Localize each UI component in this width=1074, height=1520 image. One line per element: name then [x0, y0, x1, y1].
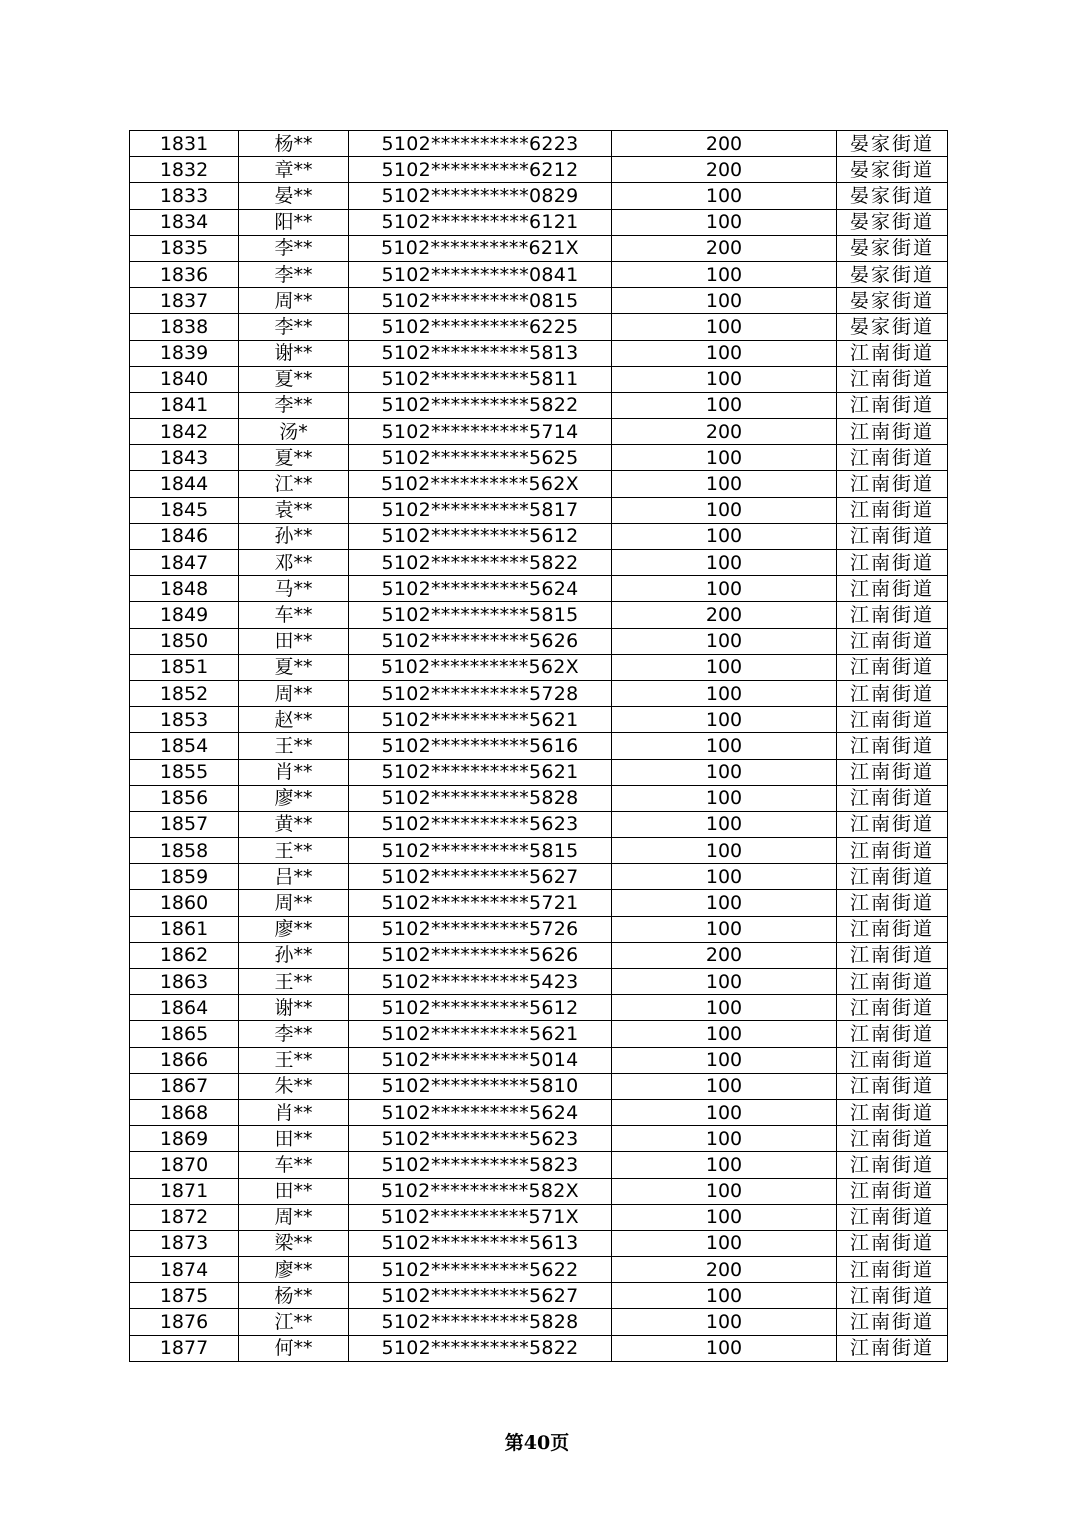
table-body — [130, 131, 948, 1362]
amount-cell: 100 — [612, 1099, 837, 1125]
row-number-cell: 1860 — [130, 890, 239, 916]
name-cell: 吕** — [239, 864, 349, 890]
amount-cell: 100 — [612, 550, 837, 576]
table-row — [130, 1047, 948, 1073]
row-number-cell: 1858 — [130, 838, 239, 864]
row-number-cell: 1836 — [130, 261, 239, 287]
table-row — [130, 1152, 948, 1178]
id-number-cell: 5102**********6225 — [349, 314, 612, 340]
row-number-cell: 1861 — [130, 916, 239, 942]
table-row — [130, 602, 948, 628]
row-number-cell: 1875 — [130, 1283, 239, 1309]
table-row — [130, 1126, 948, 1152]
street-cell: 晏家街道 — [837, 235, 948, 261]
name-cell: 马** — [239, 576, 349, 602]
id-number-cell: 5102**********5625 — [349, 445, 612, 471]
id-number-cell: 5102**********5612 — [349, 523, 612, 549]
street-cell: 江南街道 — [837, 942, 948, 968]
amount-cell: 100 — [612, 1335, 837, 1361]
id-number-cell: 5102**********5822 — [349, 392, 612, 418]
amount-cell: 100 — [612, 628, 837, 654]
name-cell: 李** — [239, 1021, 349, 1047]
name-cell: 李** — [239, 261, 349, 287]
table-row — [130, 261, 948, 287]
row-number-cell: 1837 — [130, 288, 239, 314]
street-cell: 江南街道 — [837, 1230, 948, 1256]
row-number-cell: 1868 — [130, 1099, 239, 1125]
name-cell: 黄** — [239, 811, 349, 837]
amount-cell: 100 — [612, 995, 837, 1021]
street-cell: 江南街道 — [837, 1152, 948, 1178]
id-number-cell: 5102**********5822 — [349, 550, 612, 576]
name-cell: 汤* — [239, 419, 349, 445]
amount-cell: 100 — [612, 864, 837, 890]
id-number-cell: 5102**********6212 — [349, 157, 612, 183]
id-number-cell: 5102**********5626 — [349, 628, 612, 654]
id-number-cell: 5102**********5623 — [349, 1126, 612, 1152]
row-number-cell: 1843 — [130, 445, 239, 471]
table-row — [130, 1178, 948, 1204]
id-number-cell: 5102**********5823 — [349, 1152, 612, 1178]
id-number-cell: 5102**********582X — [349, 1178, 612, 1204]
amount-cell: 100 — [612, 209, 837, 235]
id-number-cell: 5102**********562X — [349, 654, 612, 680]
id-number-cell: 5102**********5626 — [349, 942, 612, 968]
id-number-cell: 5102**********5815 — [349, 838, 612, 864]
id-number-cell: 5102**********5624 — [349, 1099, 612, 1125]
table-row — [130, 288, 948, 314]
row-number-cell: 1849 — [130, 602, 239, 628]
amount-cell: 100 — [612, 785, 837, 811]
amount-cell: 100 — [612, 1073, 837, 1099]
table-row — [130, 1230, 948, 1256]
name-cell: 夏** — [239, 366, 349, 392]
row-number-cell: 1856 — [130, 785, 239, 811]
id-number-cell: 5102**********5828 — [349, 785, 612, 811]
row-number-cell: 1872 — [130, 1204, 239, 1230]
id-number-cell: 5102**********6121 — [349, 209, 612, 235]
name-cell: 田** — [239, 1126, 349, 1152]
table-row — [130, 707, 948, 733]
name-cell: 田** — [239, 1178, 349, 1204]
amount-cell: 100 — [612, 969, 837, 995]
row-number-cell: 1870 — [130, 1152, 239, 1178]
row-number-cell: 1832 — [130, 157, 239, 183]
street-cell: 江南街道 — [837, 523, 948, 549]
table-row — [130, 1257, 948, 1283]
row-number-cell: 1865 — [130, 1021, 239, 1047]
table-row — [130, 680, 948, 706]
amount-cell: 100 — [612, 916, 837, 942]
street-cell: 江南街道 — [837, 759, 948, 785]
street-cell: 江南街道 — [837, 340, 948, 366]
row-number-cell: 1838 — [130, 314, 239, 340]
table-row — [130, 471, 948, 497]
street-cell: 江南街道 — [837, 419, 948, 445]
row-number-cell: 1852 — [130, 680, 239, 706]
name-cell: 廖** — [239, 1257, 349, 1283]
name-cell: 肖** — [239, 1099, 349, 1125]
street-cell: 江南街道 — [837, 733, 948, 759]
street-cell: 江南街道 — [837, 969, 948, 995]
amount-cell: 100 — [612, 314, 837, 340]
table-row — [130, 183, 948, 209]
amount-cell: 100 — [612, 1178, 837, 1204]
id-number-cell: 5102**********5613 — [349, 1230, 612, 1256]
name-cell: 赵** — [239, 707, 349, 733]
name-cell: 邓** — [239, 550, 349, 576]
name-cell: 朱** — [239, 1073, 349, 1099]
table-row — [130, 1335, 948, 1361]
street-cell: 江南街道 — [837, 602, 948, 628]
id-number-cell: 5102**********5811 — [349, 366, 612, 392]
amount-cell: 200 — [612, 942, 837, 968]
row-number-cell: 1831 — [130, 131, 239, 157]
name-cell: 周** — [239, 680, 349, 706]
table-row — [130, 576, 948, 602]
row-number-cell: 1862 — [130, 942, 239, 968]
row-number-cell: 1847 — [130, 550, 239, 576]
name-cell: 杨** — [239, 131, 349, 157]
street-cell: 晏家街道 — [837, 183, 948, 209]
name-cell: 何** — [239, 1335, 349, 1361]
table-row — [130, 445, 948, 471]
row-number-cell: 1866 — [130, 1047, 239, 1073]
id-number-cell: 5102**********5817 — [349, 497, 612, 523]
amount-cell: 100 — [612, 680, 837, 706]
street-cell: 江南街道 — [837, 785, 948, 811]
street-cell: 江南街道 — [837, 1257, 948, 1283]
name-cell: 梁** — [239, 1230, 349, 1256]
amount-cell: 100 — [612, 1047, 837, 1073]
row-number-cell: 1863 — [130, 969, 239, 995]
name-cell: 周** — [239, 1204, 349, 1230]
amount-cell: 200 — [612, 235, 837, 261]
row-number-cell: 1876 — [130, 1309, 239, 1335]
amount-cell: 100 — [612, 733, 837, 759]
name-cell: 车** — [239, 602, 349, 628]
id-number-cell: 5102**********621X — [349, 235, 612, 261]
street-cell: 江南街道 — [837, 1204, 948, 1230]
id-number-cell: 5102**********5828 — [349, 1309, 612, 1335]
name-cell: 夏** — [239, 654, 349, 680]
id-number-cell: 5102**********5627 — [349, 1283, 612, 1309]
row-number-cell: 1850 — [130, 628, 239, 654]
amount-cell: 100 — [612, 759, 837, 785]
name-cell: 阳** — [239, 209, 349, 235]
row-number-cell: 1851 — [130, 654, 239, 680]
table-row — [130, 654, 948, 680]
name-cell: 王** — [239, 1047, 349, 1073]
row-number-cell: 1845 — [130, 497, 239, 523]
amount-cell: 200 — [612, 157, 837, 183]
street-cell: 江南街道 — [837, 497, 948, 523]
data-table — [129, 130, 948, 1362]
street-cell: 晏家街道 — [837, 209, 948, 235]
amount-cell: 100 — [612, 890, 837, 916]
id-number-cell: 5102**********5623 — [349, 811, 612, 837]
street-cell: 江南街道 — [837, 890, 948, 916]
table-row — [130, 995, 948, 1021]
row-number-cell: 1853 — [130, 707, 239, 733]
amount-cell: 100 — [612, 654, 837, 680]
amount-cell: 200 — [612, 131, 837, 157]
street-cell: 江南街道 — [837, 392, 948, 418]
id-number-cell: 5102**********5728 — [349, 680, 612, 706]
table-row — [130, 550, 948, 576]
amount-cell: 100 — [612, 523, 837, 549]
street-cell: 江南街道 — [837, 811, 948, 837]
table-row — [130, 628, 948, 654]
table-row — [130, 392, 948, 418]
table-row — [130, 1309, 948, 1335]
table-row — [130, 759, 948, 785]
row-number-cell: 1874 — [130, 1257, 239, 1283]
table-row — [130, 235, 948, 261]
name-cell: 孙** — [239, 942, 349, 968]
street-cell: 江南街道 — [837, 628, 948, 654]
table-row — [130, 1021, 948, 1047]
name-cell: 晏** — [239, 183, 349, 209]
name-cell: 章** — [239, 157, 349, 183]
row-number-cell: 1839 — [130, 340, 239, 366]
table-row — [130, 314, 948, 340]
amount-cell: 100 — [612, 838, 837, 864]
name-cell: 杨** — [239, 1283, 349, 1309]
street-cell: 晏家街道 — [837, 131, 948, 157]
name-cell: 王** — [239, 969, 349, 995]
row-number-cell: 1855 — [130, 759, 239, 785]
id-number-cell: 5102**********0829 — [349, 183, 612, 209]
table-row — [130, 942, 948, 968]
street-cell: 江南街道 — [837, 1283, 948, 1309]
amount-cell: 100 — [612, 392, 837, 418]
street-cell: 江南街道 — [837, 445, 948, 471]
street-cell: 晏家街道 — [837, 288, 948, 314]
table-row — [130, 523, 948, 549]
row-number-cell: 1834 — [130, 209, 239, 235]
street-cell: 江南街道 — [837, 366, 948, 392]
table-row — [130, 838, 948, 864]
row-number-cell: 1841 — [130, 392, 239, 418]
table-row — [130, 419, 948, 445]
id-number-cell: 5102**********5721 — [349, 890, 612, 916]
table-row — [130, 497, 948, 523]
table-row — [130, 890, 948, 916]
street-cell: 晏家街道 — [837, 261, 948, 287]
amount-cell: 100 — [612, 340, 837, 366]
id-number-cell: 5102**********0841 — [349, 261, 612, 287]
table-row — [130, 131, 948, 157]
id-number-cell: 5102**********5627 — [349, 864, 612, 890]
id-number-cell: 5102**********5813 — [349, 340, 612, 366]
name-cell: 李** — [239, 392, 349, 418]
amount-cell: 100 — [612, 445, 837, 471]
name-cell: 周** — [239, 288, 349, 314]
table-row — [130, 864, 948, 890]
amount-cell: 100 — [612, 288, 837, 314]
table-row — [130, 157, 948, 183]
table-row — [130, 1204, 948, 1230]
street-cell: 江南街道 — [837, 1073, 948, 1099]
street-cell: 江南街道 — [837, 1335, 948, 1361]
table-row — [130, 1073, 948, 1099]
street-cell: 江南街道 — [837, 471, 948, 497]
amount-cell: 100 — [612, 366, 837, 392]
amount-cell: 100 — [612, 471, 837, 497]
amount-cell: 200 — [612, 602, 837, 628]
name-cell: 袁** — [239, 497, 349, 523]
name-cell: 江** — [239, 1309, 349, 1335]
amount-cell: 100 — [612, 1309, 837, 1335]
street-cell: 江南街道 — [837, 995, 948, 1021]
amount-cell: 100 — [612, 1283, 837, 1309]
table-row — [130, 916, 948, 942]
street-cell: 江南街道 — [837, 864, 948, 890]
street-cell: 江南街道 — [837, 654, 948, 680]
id-number-cell: 5102**********5621 — [349, 759, 612, 785]
street-cell: 江南街道 — [837, 916, 948, 942]
amount-cell: 100 — [612, 183, 837, 209]
row-number-cell: 1867 — [130, 1073, 239, 1099]
amount-cell: 100 — [612, 1126, 837, 1152]
amount-cell: 100 — [612, 576, 837, 602]
id-number-cell: 5102**********5423 — [349, 969, 612, 995]
amount-cell: 100 — [612, 1152, 837, 1178]
amount-cell: 100 — [612, 1204, 837, 1230]
street-cell: 江南街道 — [837, 1309, 948, 1335]
row-number-cell: 1857 — [130, 811, 239, 837]
table-row — [130, 969, 948, 995]
id-number-cell: 5102**********5622 — [349, 1257, 612, 1283]
row-number-cell: 1835 — [130, 235, 239, 261]
name-cell: 李** — [239, 235, 349, 261]
table-row — [130, 1099, 948, 1125]
name-cell: 车** — [239, 1152, 349, 1178]
name-cell: 田** — [239, 628, 349, 654]
street-cell: 江南街道 — [837, 1021, 948, 1047]
id-number-cell: 5102**********6223 — [349, 131, 612, 157]
name-cell: 廖** — [239, 785, 349, 811]
street-cell: 江南街道 — [837, 1047, 948, 1073]
row-number-cell: 1840 — [130, 366, 239, 392]
street-cell: 江南街道 — [837, 576, 948, 602]
id-number-cell: 5102**********5616 — [349, 733, 612, 759]
name-cell: 王** — [239, 733, 349, 759]
street-cell: 江南街道 — [837, 1126, 948, 1152]
street-cell: 晏家街道 — [837, 157, 948, 183]
row-number-cell: 1877 — [130, 1335, 239, 1361]
amount-cell: 100 — [612, 261, 837, 287]
street-cell: 江南街道 — [837, 838, 948, 864]
name-cell: 王** — [239, 838, 349, 864]
row-number-cell: 1859 — [130, 864, 239, 890]
id-number-cell: 5102**********562X — [349, 471, 612, 497]
table-row — [130, 733, 948, 759]
row-number-cell: 1842 — [130, 419, 239, 445]
amount-cell: 100 — [612, 1021, 837, 1047]
street-cell: 江南街道 — [837, 1178, 948, 1204]
table-row — [130, 340, 948, 366]
row-number-cell: 1833 — [130, 183, 239, 209]
table-row — [130, 209, 948, 235]
id-number-cell: 5102**********5815 — [349, 602, 612, 628]
row-number-cell: 1854 — [130, 733, 239, 759]
name-cell: 李** — [239, 314, 349, 340]
amount-cell: 200 — [612, 1257, 837, 1283]
name-cell: 夏** — [239, 445, 349, 471]
id-number-cell: 5102**********5621 — [349, 707, 612, 733]
name-cell: 谢** — [239, 340, 349, 366]
row-number-cell: 1873 — [130, 1230, 239, 1256]
page-number: 第40页 — [504, 1432, 570, 1454]
amount-cell: 100 — [612, 497, 837, 523]
row-number-cell: 1848 — [130, 576, 239, 602]
street-cell: 晏家街道 — [837, 314, 948, 340]
id-number-cell: 5102**********5612 — [349, 995, 612, 1021]
row-number-cell: 1844 — [130, 471, 239, 497]
street-cell: 江南街道 — [837, 550, 948, 576]
street-cell: 江南街道 — [837, 1099, 948, 1125]
row-number-cell: 1869 — [130, 1126, 239, 1152]
row-number-cell: 1846 — [130, 523, 239, 549]
name-cell: 孙** — [239, 523, 349, 549]
name-cell: 廖** — [239, 916, 349, 942]
amount-cell: 100 — [612, 1230, 837, 1256]
row-number-cell: 1871 — [130, 1178, 239, 1204]
id-number-cell: 5102**********5822 — [349, 1335, 612, 1361]
amount-cell: 100 — [612, 811, 837, 837]
table-row — [130, 1283, 948, 1309]
id-number-cell: 5102**********5726 — [349, 916, 612, 942]
id-number-cell: 5102**********5621 — [349, 1021, 612, 1047]
id-number-cell: 5102**********5014 — [349, 1047, 612, 1073]
name-cell: 周** — [239, 890, 349, 916]
name-cell: 江** — [239, 471, 349, 497]
id-number-cell: 5102**********0815 — [349, 288, 612, 314]
amount-cell: 200 — [612, 419, 837, 445]
id-number-cell: 5102**********5624 — [349, 576, 612, 602]
id-number-cell: 5102**********5810 — [349, 1073, 612, 1099]
street-cell: 江南街道 — [837, 680, 948, 706]
row-number-cell: 1864 — [130, 995, 239, 1021]
street-cell: 江南街道 — [837, 707, 948, 733]
name-cell: 肖** — [239, 759, 349, 785]
table-row — [130, 366, 948, 392]
table-row — [130, 811, 948, 837]
amount-cell: 100 — [612, 707, 837, 733]
id-number-cell: 5102**********571X — [349, 1204, 612, 1230]
name-cell: 谢** — [239, 995, 349, 1021]
id-number-cell: 5102**********5714 — [349, 419, 612, 445]
table-row — [130, 785, 948, 811]
